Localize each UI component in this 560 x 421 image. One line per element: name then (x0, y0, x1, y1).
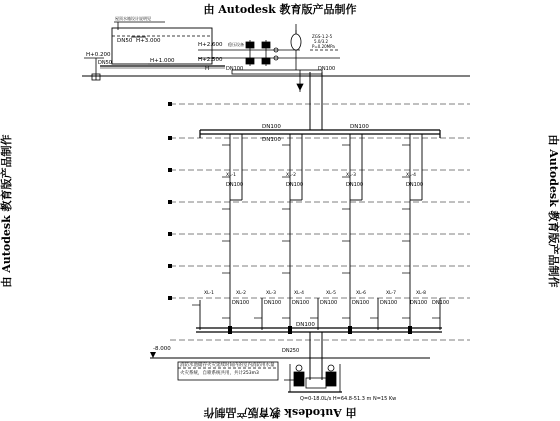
upper-riser-code: XL-1 (226, 173, 236, 178)
hydrant-branches (222, 145, 410, 273)
lower-ring-dn: DN100 (296, 322, 315, 328)
floor-level-lines (170, 104, 470, 298)
upper-riser-code: XL-4 (406, 173, 416, 178)
lower-riser-code: XL-5 (326, 291, 336, 296)
fire-pumps (284, 364, 342, 392)
pump-room-level: -8.000 (153, 346, 171, 352)
ring-dn-left: DN100 (262, 124, 281, 130)
lower-riser-dn: DN100 (410, 300, 428, 306)
upper-riser-dn: DN100 (406, 182, 424, 188)
lower-hydrant-branches (192, 305, 440, 318)
booster-top-label: H+2.600 (198, 42, 223, 48)
lower-riser-code: XL-4 (294, 291, 304, 296)
watermark-bottom: 由 Autodesk 教育版产品制作 (203, 406, 357, 419)
device-note-2: 5.0/3.2 (314, 39, 329, 44)
roof-h-label: H (205, 66, 210, 72)
watermark-right: 由 Autodesk 教育版产品制作 (547, 134, 560, 288)
lower-riser-code: XL-2 (236, 291, 246, 296)
ring-dn-right: DN100 (350, 124, 369, 130)
upper-riser-dn: DN100 (346, 182, 364, 188)
device-note-1: ZGS-1.2-5 (312, 34, 333, 39)
main-riser-basement (310, 332, 322, 380)
tank-bottom-label: H+1.000 (150, 58, 175, 64)
pump-spec: Q=0-18.0L/s H=64.8-51.3 m N=15 Kw (300, 396, 397, 402)
pool-note-1: 消防水池储存火灾延续时间内的室内消防用水量 (180, 363, 275, 368)
lower-riser-code: XL-6 (356, 291, 366, 296)
upper-risers (230, 134, 422, 298)
roof-main-dn-b: DN100 (318, 66, 336, 72)
lower-riser-dn: DN100 (380, 300, 398, 306)
lower-riser-dn: DN100 (320, 300, 338, 306)
upper-riser-code: XL-2 (286, 173, 296, 178)
upper-riser-dn: DN100 (286, 182, 304, 188)
lower-riser-dn: DN100 (292, 300, 310, 306)
tank-note: 屋顶水箱设计说明见 (115, 16, 151, 21)
floor-level-ticks (168, 102, 172, 300)
upper-riser-code: XL-3 (346, 173, 356, 178)
lower-riser-dn: DN100 (264, 300, 282, 306)
tank-level-label: H+3.000 (136, 38, 161, 44)
lower-riser-code: XL-7 (386, 291, 396, 296)
lower-ring-main (196, 328, 442, 332)
tank-note-leader (114, 22, 165, 30)
lower-ring-valves (228, 326, 412, 334)
upper-ring-main (200, 130, 440, 138)
lower-riser-dn: DN100 (352, 300, 370, 306)
level-mark-icon (150, 352, 156, 358)
tank-dn-label: DN50 (117, 38, 133, 44)
device-note-3: P=0.20MPa (312, 44, 335, 49)
lower-riser-code: XL-1 (204, 291, 214, 296)
lower-riser-code: XL-3 (266, 291, 276, 296)
main-riser-roof (310, 72, 322, 130)
pool-note-2: 火灾系统，自喷系统共用，共计253m3 (180, 371, 259, 376)
ring-dn-sub: DN100 (262, 137, 281, 143)
level-low-label: H+0.200 (86, 52, 111, 58)
watermark-top: 由 Autodesk 教育版产品制作 (203, 3, 357, 16)
booster-note: 稳压设备 (228, 42, 244, 47)
watermark-left: 由 Autodesk 教育版产品制作 (0, 134, 13, 288)
upper-riser-dn: DN100 (226, 182, 244, 188)
lower-riser-dn: DN100 (432, 300, 450, 306)
upper-riser-label-group (226, 172, 423, 188)
overflow-dn-label: DN50 (98, 60, 112, 66)
booster-bottom-label: H+2.500 (198, 57, 223, 63)
roof-main-dn-a: DN100 (226, 66, 244, 72)
lower-riser-code: XL-8 (416, 291, 426, 296)
lower-riser-dn: DN100 (232, 300, 250, 306)
basement-pipe-dn: DN250 (282, 348, 300, 354)
